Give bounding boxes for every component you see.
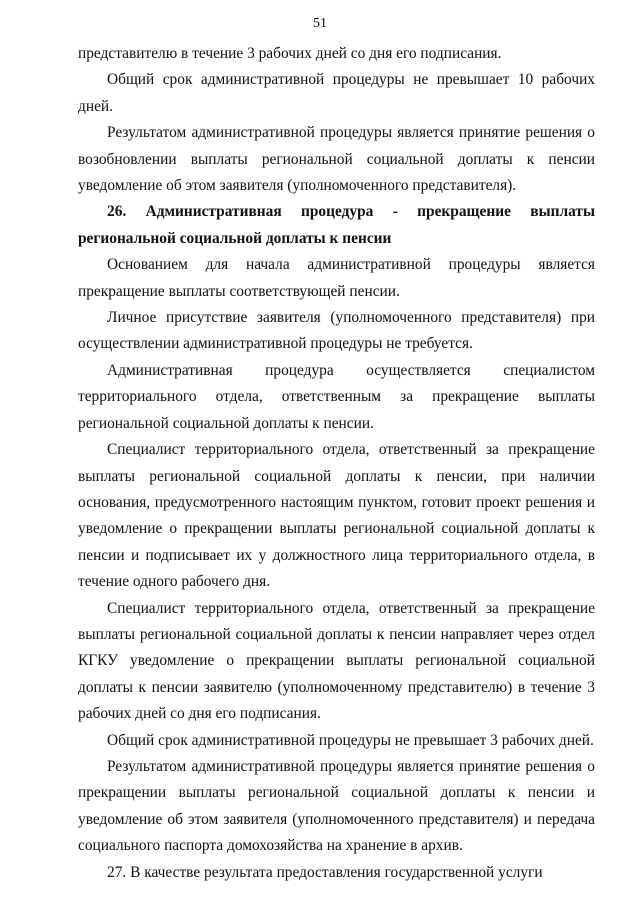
paragraph-total-term: Общий срок административной процедуры не превышает 10 рабочих дней.: [78, 71, 595, 115]
paragraph-notification: Специалист территориального отдела, ответственный за прекращение выплаты региональной социальной доплаты к пенсии направляет через отдел КГКУ уведомление о прекращении выплаты региональной социальной доплаты к пенсии заявителю (уполномоченному представителю) в течение 3 рабочих дней со дня его подписания.: [78, 599, 595, 723]
paragraph-result-resumption: Результатом административной процедуры является принятие решения о возобновлении выплаты региональной социальной доплаты к пенсии уведомление об этом заявителя (уполномоченного представителя).: [78, 124, 595, 195]
paragraph-draft-decision: Специалист территориального отдела, ответственный за прекращение выплаты региональной социальной доплаты к пенсии, при наличии основания, предусмотренного настоящим пунктом, готовит проект решения и уведомление о прекращении выплаты региональной социальной доплаты к пенсии и подписывает их у должностного лица территориального отдела, в течение одного рабочего дня.: [78, 441, 595, 591]
paragraph-personal-presence: Личное присутствие заявителя (уполномоченного представителя) при осуществлении административной процедуры не требуется.: [78, 309, 595, 353]
document-body: [78, 41, 595, 886]
paragraph-total-term-2: Общий срок административной процедуры не превышает 3 рабочих дней.: [107, 731, 594, 749]
paragraph-performer: Административная процедура осуществляется специалистом территориального отдела, ответственным за прекращение выплаты региональной социальной доплаты к пенсии.: [78, 361, 595, 432]
section-heading-27: 27. В качестве результата предоставления государственной услуги: [107, 863, 543, 881]
paragraph-result-termination: Результатом административной процедуры является принятие решения о прекращении выплаты региональной социальной доплаты к пенсии и уведомление об этом заявителя (уполномоченного представителя) и передача социального паспорта домохозяйства на хранение в архив.: [78, 757, 595, 855]
paragraph-continuation: представителю в течение 3 рабочих дней со дня его подписания.: [78, 45, 502, 62]
page-number: 51: [313, 16, 327, 31]
paragraph-grounds: Основанием для начала административной процедуры является прекращение выплаты соответствующей пенсии.: [78, 256, 595, 300]
section-heading-26: 26. Административная процедура - прекращение выплаты региональной социальной доплаты к пенсии: [78, 203, 595, 247]
